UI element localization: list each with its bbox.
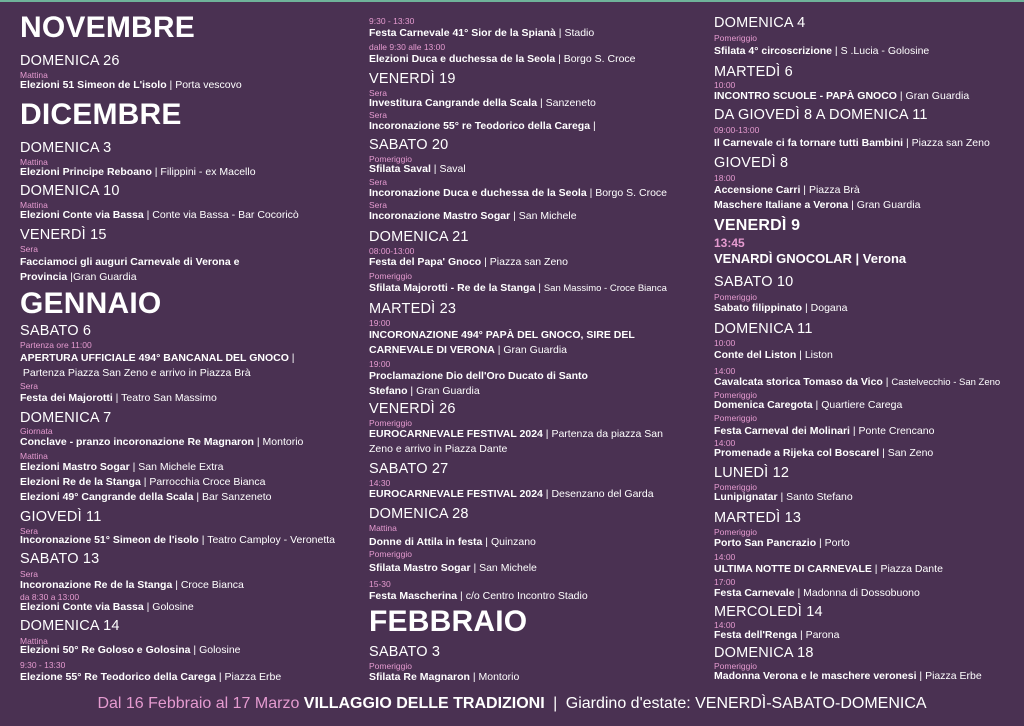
event-entry: EUROCARNEVALE FESTIVAL 2024 | Partenza da piazza San Zeno e arrivo in Piazza Dante <box>369 428 663 455</box>
event-name: Incoronazione 51° Simeon de l'isolo <box>20 534 199 546</box>
event-name: Incoronazione 55° re Teodorico della Carega <box>369 120 591 132</box>
event-name: Festa dei Majorotti <box>20 392 113 404</box>
event-entry: Festa Carnevale 41° Sior de la Spianà | Stadio <box>369 27 595 39</box>
event-entry: Elezioni 51 Simeon de L'isolo | Porta vescovo <box>20 79 242 91</box>
event-place: San Massimo - Croce Bianca <box>543 283 667 294</box>
time-label: Sera <box>20 569 38 579</box>
day-heading: DOMENICA 3 <box>20 140 112 156</box>
event-place: Parrocchia Croce Bianca <box>149 476 266 488</box>
day-heading: SABATO 13 <box>20 551 100 567</box>
time-label: 17:00 <box>714 577 736 587</box>
event-name: Facciamoci gli auguri Carnevale di Verona e Provincia <box>20 256 240 283</box>
time-label: Pomeriggio <box>714 33 757 43</box>
event-entry: Incoronazione 55° re Teodorico della Carega | <box>369 120 596 132</box>
day-heading: SABATO 27 <box>369 461 449 477</box>
event-entry: Festa Carneval dei Molinari | Ponte Crencano <box>714 425 935 437</box>
day-heading: SABATO 3 <box>369 644 441 660</box>
event-name: Lunipignatar <box>714 491 778 503</box>
time-label: Sera <box>369 177 387 187</box>
time-label: Pomeriggio <box>714 413 757 423</box>
day-heading: DOMENICA 4 <box>714 15 806 31</box>
event-name: Elezione 55° Re Teodorico della Carega <box>20 671 216 683</box>
event-entry: Proclamazione Dio dell'Oro Ducato di Santo Stefano | Gran Guardia <box>369 370 588 397</box>
event-entry: Elezioni 50° Re Goloso e Golosina | Golosine <box>20 644 241 656</box>
event-entry: Elezione 55° Re Teodorico della Carega | Piazza Erbe <box>20 671 282 683</box>
time-label: Pomeriggio <box>714 390 757 400</box>
day-heading: MARTEDÌ 23 <box>369 301 457 317</box>
event-name: Maschere Italiane a Verona <box>714 199 849 211</box>
event-place: Santo Stefano <box>786 491 853 503</box>
time-label: Giornata <box>20 426 53 436</box>
time-label: da 8:30 a 13:00 <box>20 592 80 602</box>
day-heading: SABATO 20 <box>369 137 449 153</box>
day-heading: DA GIOVEDÌ 8 A DOMENICA 11 <box>714 107 928 123</box>
event-entry: Promenade a Rijeka col Boscarel | San Zeno <box>714 447 934 459</box>
event-entry-highlight <box>714 251 1024 268</box>
event-name: Festa Carneval dei Molinari <box>714 425 850 437</box>
time-label-highlight: 13:45 <box>714 236 745 250</box>
day-heading: DOMENICA 7 <box>20 410 112 426</box>
time-label: Mattina <box>369 523 397 533</box>
time-label: 10:00 <box>714 80 736 90</box>
event-entry: Incoronazione Mastro Sogar | San Michele <box>369 210 577 222</box>
event-place: Teatro San Massimo <box>121 392 217 404</box>
event-name: Festa Mascherina <box>369 590 458 602</box>
time-label: Mattina <box>20 451 48 461</box>
event-place: San Michele <box>518 210 577 222</box>
event-entry: EUROCARNEVALE FESTIVAL 2024 | Desenzano del Garda <box>369 488 654 500</box>
day-heading: DOMENICA 26 <box>20 53 120 69</box>
time-label: Mattina <box>20 157 48 167</box>
time-label: 9:30 - 13:30 <box>369 16 415 26</box>
event-place: Partenza Piazza San Zeno e arrivo in Piazza Brà <box>22 367 251 379</box>
event-name: Accensione Carri <box>714 184 801 196</box>
event-place: Castelvecchio - San Zeno <box>891 377 1001 388</box>
event-name: Elezioni Duca e duchessa de la Seola <box>369 53 556 65</box>
event-name: Elezioni 50° Re Goloso e Golosina <box>20 644 191 656</box>
day-heading: MARTEDÌ 6 <box>714 64 793 80</box>
event-name: Proclamazione Dio dell'Oro Ducato di Santo Stefano <box>369 370 588 397</box>
event-name: EUROCARNEVALE FESTIVAL 2024 <box>369 428 543 440</box>
event-name: Sabato filippinato <box>714 302 803 314</box>
day-heading-highlight: VENERDÌ 9 <box>714 217 801 234</box>
event-name: APERTURA UFFICIALE 494° BANCANAL DEL GNOCO <box>20 352 289 364</box>
event-name: Sfilata Mastro Sogar <box>369 562 471 574</box>
time-label: 14:00 <box>714 366 736 376</box>
month-heading: NOVEMBRE <box>20 11 195 44</box>
event-entry: Elezioni Duca e duchessa de la Seola | Borgo S. Croce <box>369 53 636 65</box>
event-place: Stadio <box>564 27 595 39</box>
event-entry: Incoronazione Duca e duchessa de la Seola | Borgo S. Croce <box>369 187 668 199</box>
event-entry: Il Carnevale ci fa tornare tutti Bambini | Piazza san Zeno <box>714 137 990 149</box>
footer-separator: | <box>553 695 558 712</box>
time-label: Partenza ore 11:00 <box>20 340 92 350</box>
event-place: Partenza da piazza San Zeno e arrivo in Piazza Dante <box>369 428 663 455</box>
event-entry: Sabato filippinato | Dogana <box>714 302 848 314</box>
event-name: Festa Carnevale <box>714 587 795 599</box>
event-entry: INCORONAZIONE 494° PAPÀ DEL GNOCO, SIRE DEL CARNEVALE DI VERONA | Gran Guardia <box>369 329 635 356</box>
event-entry: Donne di Attila in festa | Quinzano <box>369 536 536 548</box>
event-name: Conclave - pranzo incoronazione Re Magnaron <box>20 436 254 448</box>
event-name: Elezioni Re de la Stanga <box>20 476 141 488</box>
event-entry: Investitura Cangrande della Scala | Sanzeneto <box>369 97 596 109</box>
day-heading: DOMENICA 21 <box>369 229 469 245</box>
event-entry: INCONTRO SCUOLE - PAPÀ GNOCO | Gran Guardia <box>714 90 970 102</box>
event-place: Gran Guardia <box>856 199 921 211</box>
time-label: 14:30 <box>369 478 391 488</box>
event-name: Madonna Verona e le maschere veronesi <box>714 670 917 682</box>
time-label: 15-30 <box>369 579 391 589</box>
event-name: INCORONAZIONE 494° PAPÀ DEL GNOCO, SIRE DEL CARNEVALE DI VERONA <box>369 329 635 356</box>
time-label: 19:00 <box>369 318 391 328</box>
event-place: Filippini - ex Macello <box>160 166 256 178</box>
event-place: Piazza Brà <box>808 184 860 196</box>
time-label: 14:00 <box>714 552 736 562</box>
event-entry: Sfilata Mastro Sogar | San Michele <box>369 562 537 574</box>
event-name: Conte del Liston <box>714 349 797 361</box>
time-label: Pomeriggio <box>369 271 412 281</box>
time-label: Sera <box>20 244 38 254</box>
event-place: Croce Bianca <box>180 579 244 591</box>
event-place: San Zeno <box>887 447 934 459</box>
event-entry: Facciamoci gli auguri Carnevale di Verona e Provincia |Gran Guardia <box>20 256 240 283</box>
event-entry: Elezioni 49° Cangrande della Scala | Bar Sanzeneto <box>20 491 272 503</box>
month-heading: DICEMBRE <box>20 98 182 131</box>
event-place: Piazza san Zeno <box>911 137 990 149</box>
event-entry: Madonna Verona e le maschere veronesi | Piazza Erbe <box>714 670 982 682</box>
day-heading: DOMENICA 28 <box>369 506 469 522</box>
time-label: 14:00 <box>714 438 736 448</box>
event-name: Sfilata Majorotti - Re de la Stanga <box>369 282 536 294</box>
time-label: dalle 9:30 alle 13:00 <box>369 42 446 52</box>
footer-title: VILLAGGIO DELLE TRADIZIONI <box>303 695 545 712</box>
event-place: Madonna di Dossobuono <box>803 587 920 599</box>
event-entry: Elezioni Mastro Sogar | San Michele Extra <box>20 461 224 473</box>
event-place: Piazza Erbe <box>224 671 282 683</box>
event-entry: Festa dell'Renga | Parona <box>714 629 840 641</box>
event-name: ULTIMA NOTTE DI CARNEVALE <box>714 563 872 575</box>
event-entry: Elezioni Conte via Bassa | Golosine <box>20 601 194 613</box>
day-heading: SABATO 6 <box>20 323 92 339</box>
event-name: Elezioni 51 Simeon de L'isolo <box>20 79 167 91</box>
event-place: Parona <box>805 629 840 641</box>
day-heading: DOMENICA 18 <box>714 645 814 661</box>
event-place: c/o Centro Incontro Stadio <box>465 590 588 602</box>
event-name: Investitura Cangrande della Scala <box>369 97 538 109</box>
event-name: Incoronazione Re de la Stanga <box>20 579 173 591</box>
event-name: Elezioni Principe Reboano <box>20 166 152 178</box>
event-place: Desenzano del Garda <box>551 488 654 500</box>
event-name: Festa del Papa' Gnoco <box>369 256 482 268</box>
day-heading: VENERDÌ 19 <box>369 71 456 87</box>
event-name: INCONTRO SCUOLE - PAPÀ GNOCO <box>714 90 897 102</box>
event-place: Piazza san Zeno <box>489 256 568 268</box>
time-label: Mattina <box>20 200 48 210</box>
day-heading: GIOVEDÌ 11 <box>20 509 102 525</box>
event-entry: APERTURA UFFICIALE 494° BANCANAL DEL GNOCO | Partenza Piazza San Zeno e arrivo in Piazza Brà <box>20 352 295 379</box>
footer-banner <box>0 695 1024 713</box>
event-place: Sanzeneto <box>545 97 596 109</box>
event-entry: Sfilata 4° circoscrizione | S .Lucia - Golosine <box>714 45 930 57</box>
footer-dates: Dal 16 Febbraio al 17 Marzo <box>97 695 300 712</box>
day-heading: DOMENICA 14 <box>20 618 120 634</box>
footer-description: Giardino d'estate: VENERDÌ-SABATO-DOMENICA <box>565 695 927 712</box>
event-name: Sfilata Re Magnaron <box>369 671 470 683</box>
time-label: Sera <box>369 110 387 120</box>
event-place: Quinzano <box>490 536 536 548</box>
event-place: Golosine <box>152 601 194 613</box>
day-heading: VENERDÌ 26 <box>369 401 456 417</box>
event-name: Elezioni 49° Cangrande della Scala <box>20 491 194 503</box>
time-label: Pomeriggio <box>714 661 757 671</box>
event-place: Borgo S. Croce <box>563 53 636 65</box>
event-name: Porto San Pancrazio <box>714 537 817 549</box>
event-place: Piazza Dante <box>880 563 943 575</box>
event-entry: Incoronazione 51° Simeon de l'isolo | Teatro Camploy - Veronetta <box>20 534 336 546</box>
event-entry: Sfilata Re Magnaron | Montorio <box>369 671 520 683</box>
event-entry: Incoronazione Re de la Stanga | Croce Bianca <box>20 579 244 591</box>
event-place: Teatro Camploy - Veronetta <box>207 534 336 546</box>
event-entry: Festa dei Majorotti | Teatro San Massimo <box>20 392 217 404</box>
event-place: Piazza Erbe <box>925 670 982 682</box>
event-place: Dogana <box>810 302 848 314</box>
event-name: Cavalcata storica Tomaso da Vico <box>714 376 883 388</box>
event-name: Promenade a Rijeka col Boscarel <box>714 447 880 459</box>
month-heading: FEBBRAIO <box>369 605 528 638</box>
day-heading: MERCOLEDÌ 14 <box>714 604 823 620</box>
day-heading: LUNEDÌ 12 <box>714 465 790 481</box>
time-label: Sera <box>20 526 38 536</box>
event-entry: Sfilata Majorotti - Re de la Stanga | San Massimo - Croce Bianca <box>369 282 667 294</box>
event-entry: Elezioni Re de la Stanga | Parrocchia Croce Bianca <box>20 476 266 488</box>
event-place: Borgo S. Croce <box>595 187 668 199</box>
time-label: Mattina <box>20 636 48 646</box>
event-entry: Festa del Papa' Gnoco | Piazza san Zeno <box>369 256 568 268</box>
event-name: Il Carnevale ci fa tornare tutti Bambini <box>714 137 904 149</box>
time-label: Pomeriggio <box>714 482 757 492</box>
event-place: Gran Guardia <box>503 344 568 356</box>
time-label: Sera <box>369 200 387 210</box>
event-place: Montorio <box>478 671 520 683</box>
event-place: Saval <box>439 163 466 175</box>
time-label: Pomeriggio <box>714 527 757 537</box>
time-label: Pomeriggio <box>369 661 412 671</box>
event-name: Elezioni Conte via Bassa <box>20 601 144 613</box>
event-entry: Lunipignatar | Santo Stefano <box>714 491 853 503</box>
time-label: 14:00 <box>714 620 736 630</box>
event-name: Elezioni Mastro Sogar <box>20 461 130 473</box>
event-place: Porto <box>824 537 850 549</box>
event-name: Incoronazione Mastro Sogar <box>369 210 511 222</box>
day-heading: DOMENICA 11 <box>714 321 813 337</box>
event-place: Gran Guardia <box>72 271 137 283</box>
event-entry: Conte del Liston | Liston <box>714 349 833 361</box>
event-name: VENARDÌ GNOCOLAR | Verona <box>714 251 907 266</box>
time-label: Mattina <box>20 70 48 80</box>
event-name: Festa dell'Renga <box>714 629 798 641</box>
event-place: San Michele <box>479 562 537 574</box>
top-border-line <box>0 0 1024 2</box>
event-entry: Elezioni Principe Reboano | Filippini - ex Macello <box>20 166 256 178</box>
event-name: Donne di Attila in festa <box>369 536 483 548</box>
event-entry: Elezioni Conte via Bassa | Conte via Bassa - Bar Cocoricò <box>20 209 299 221</box>
event-place: Porta vescovo <box>175 79 242 91</box>
time-label: 08:00-13:00 <box>369 246 415 256</box>
event-entry: Conclave - pranzo incoronazione Re Magnaron | Montorio <box>20 436 304 448</box>
event-place: Gran Guardia <box>905 90 970 102</box>
event-name: Festa Carnevale 41° Sior de la Spianà <box>369 27 556 39</box>
event-name: Sfilata Saval <box>369 163 431 175</box>
time-label: Sera <box>20 381 38 391</box>
event-place: Quartiere Carega <box>821 399 903 411</box>
event-place: Montorio <box>262 436 304 448</box>
event-name: EUROCARNEVALE FESTIVAL 2024 <box>369 488 543 500</box>
day-heading: GIOVEDÌ 8 <box>714 155 789 171</box>
day-heading: DOMENICA 10 <box>20 183 120 199</box>
event-name: Incoronazione Duca e duchessa de la Seola <box>369 187 587 199</box>
time-label: Pomeriggio <box>714 292 757 302</box>
event-name: Domenica Caregota <box>714 399 813 411</box>
day-heading: MARTEDÌ 13 <box>714 510 802 526</box>
event-entry: Accensione Carri | Piazza Brà <box>714 184 860 196</box>
event-name: Elezioni Conte via Bassa <box>20 209 144 221</box>
time-label: Sera <box>369 88 387 98</box>
event-entry: Porto San Pancrazio | Porto <box>714 537 850 549</box>
event-entry: Festa Mascherina | c/o Centro Incontro Stadio <box>369 590 588 602</box>
event-place: Bar Sanzeneto <box>202 491 272 503</box>
time-label: 9:30 - 13:30 <box>20 660 66 670</box>
event-place: S .Lucia - Golosine <box>840 45 930 57</box>
event-name: Sfilata 4° circoscrizione <box>714 45 832 57</box>
time-label: 09:00-13:00 <box>714 125 760 135</box>
time-label: Pomeriggio <box>369 418 412 428</box>
time-label: 18:00 <box>714 173 736 183</box>
event-entry: Sfilata Saval | Saval <box>369 163 466 175</box>
event-place: San Michele Extra <box>138 461 224 473</box>
event-place: Conte via Bassa - Bar Cocoricò <box>152 209 299 221</box>
event-entry: Cavalcata storica Tomaso da Vico | Castelvecchio - San Zeno <box>714 376 1001 388</box>
event-entry: Festa Carnevale | Madonna di Dossobuono <box>714 587 920 599</box>
time-label: Pomeriggio <box>369 549 412 559</box>
event-place: Ponte Crencano <box>858 425 935 437</box>
time-label: 19:00 <box>369 359 391 369</box>
event-place: Golosine <box>199 644 241 656</box>
time-label: Pomeriggio <box>369 154 412 164</box>
event-entry: Maschere Italiane a Verona | Gran Guardia <box>714 199 921 211</box>
time-label: 10:00 <box>714 338 736 348</box>
event-entry: ULTIMA NOTTE DI CARNEVALE | Piazza Dante <box>714 563 943 575</box>
month-heading: GENNAIO <box>20 287 162 320</box>
event-place: Liston <box>804 349 833 361</box>
day-heading: SABATO 10 <box>714 274 794 290</box>
event-place: Gran Guardia <box>416 385 480 397</box>
day-heading: VENERDÌ 15 <box>20 227 107 243</box>
event-entry: Domenica Caregota | Quartiere Carega <box>714 399 903 411</box>
